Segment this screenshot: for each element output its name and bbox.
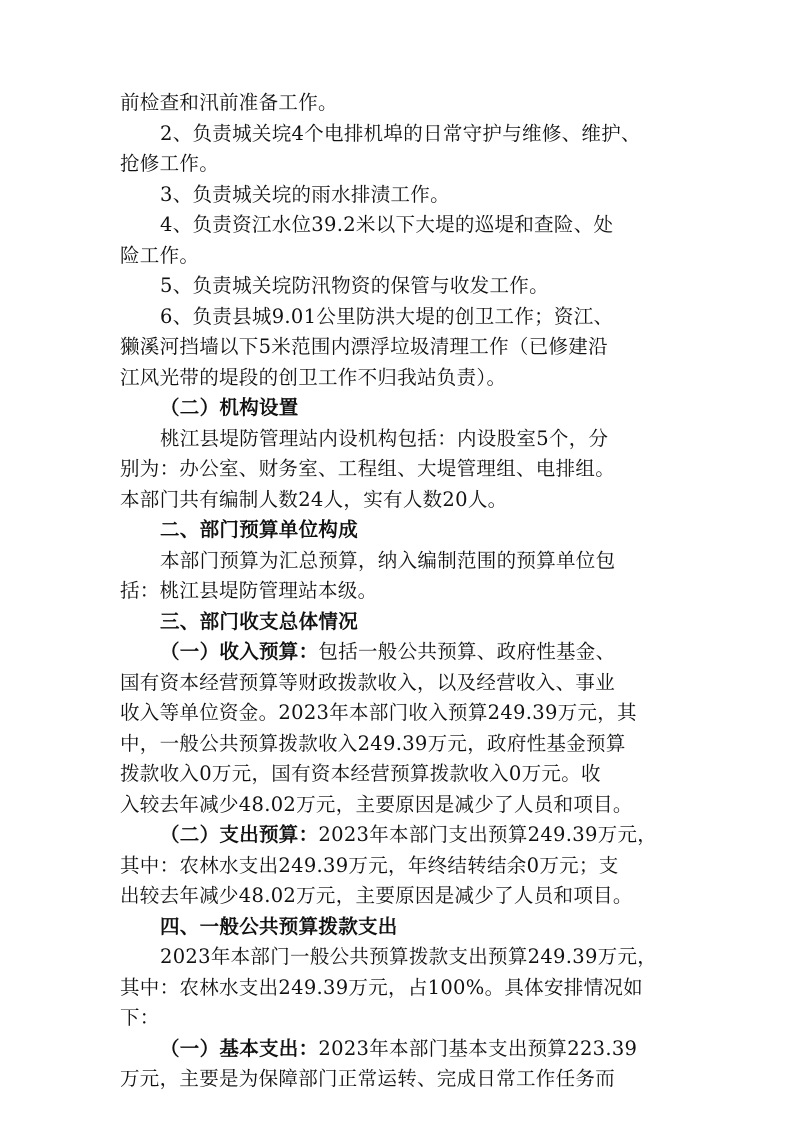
section-heading: 二、部门预算单位构成 <box>160 518 359 541</box>
text-line: （二）支出预算：2023年本部门支出预算249.39万元， <box>160 823 658 846</box>
text-line: 2023年本部门一般公共预算拨款支出预算249.39万元， <box>160 945 658 968</box>
section-heading: 三、部门收支总体情况 <box>160 609 359 633</box>
section-heading: （二）机构设置 <box>160 396 299 419</box>
text-line: 下： <box>120 1006 160 1029</box>
text-line: 出较去年减少48.02万元，主要原因是减少了人员和项目。 <box>120 884 633 907</box>
text-line: 括：桃江县堤防管理站本级。 <box>120 579 378 602</box>
text-line: 前检查和汛前准备工作。 <box>120 91 338 114</box>
text-line: 6、负责县城9.01公里防洪大堤的创卫工作；资江、 <box>160 304 614 328</box>
text-line: 其中：农林水支出249.39万元，年终结转结余0万元；支 <box>120 853 619 877</box>
text-line: 拨款收入0万元，国有资本经营预算拨款收入0万元。收 <box>120 762 601 785</box>
text-line: 别为：办公室、财务室、工程组、大堤管理组、电排组。 <box>120 457 616 480</box>
text-line: 万元，主要是为保障部门正常运转、完成日常工作任务而 <box>120 1067 616 1090</box>
text-line: 其中：农林水支出249.39万元，占100%。具体安排情况如 <box>120 975 643 999</box>
text-line: 2、负责城关垸4个电排机埠的日常守护与维修、维护、 <box>160 121 641 145</box>
text-line: 獭溪河挡墙以下5米范围内漂浮垃圾清理工作（已修建沿 <box>120 335 608 358</box>
text-line: 国有资本经营预算等财政拨款收入，以及经营收入、事业 <box>120 670 616 694</box>
text-line: 本部门共有编制人数24人，实有人数20人。 <box>120 487 508 511</box>
text-line: 5、负责城关垸防汛物资的保管与收发工作。 <box>160 274 549 297</box>
text-line: 险工作。 <box>120 243 200 267</box>
text-line: （一）收入预算：包括一般公共预算、政府性基金、 <box>160 640 616 663</box>
text-line: 桃江县堤防管理站内设机构包括：内设股室5个，分 <box>160 426 609 450</box>
text-line: 江风光带的堤段的创卫工作不归我站负责）。 <box>120 365 507 389</box>
text-line: 本部门预算为汇总预算，纳入编制范围的预算单位包 <box>160 548 616 572</box>
text-line: 3、负责城关垸的雨水排渍工作。 <box>160 182 450 206</box>
document-page <box>120 88 693 1095</box>
section-heading: 四、一般公共预算拨款支出 <box>160 914 398 938</box>
text-line: 抢修工作。 <box>120 152 220 175</box>
text-line: （一）基本支出：2023年本部门基本支出预算223.39 <box>160 1036 638 1060</box>
text-line: 收入等单位资金。2023年本部门收入预算249.39万元，其 <box>120 701 637 724</box>
text-line: 4、负责资江水位39.2米以下大堤的巡堤和查险、处 <box>160 213 614 236</box>
text-line: 入较去年减少48.02万元，主要原因是减少了人员和项目。 <box>120 792 633 816</box>
text-line: 中，一般公共预算拨款收入249.39万元，政府性基金预算 <box>120 731 626 755</box>
